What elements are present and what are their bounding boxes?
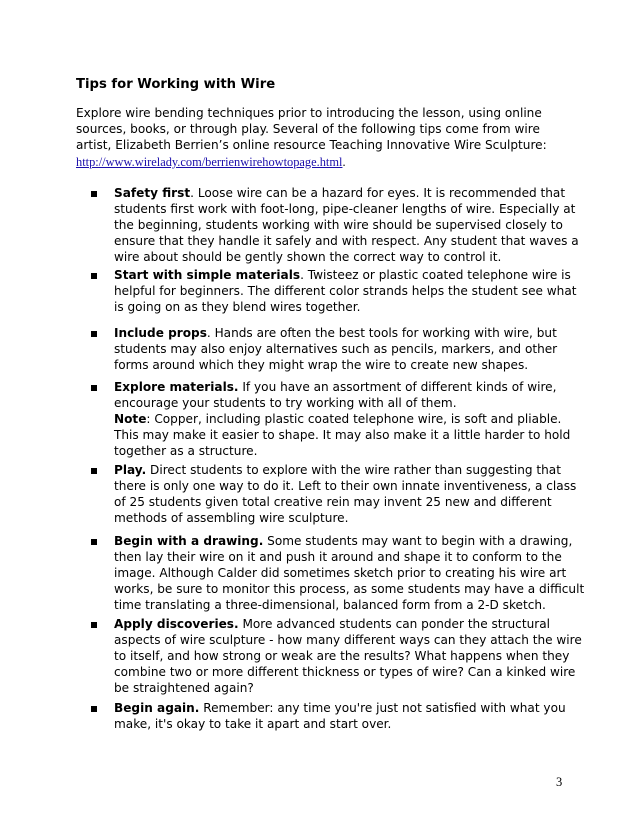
tip-heading: Apply discoveries. — [114, 617, 239, 631]
page-title: Tips for Working with Wire — [76, 77, 276, 92]
tip-line: Begin with a drawing. Some students may want to begin with a drawing, — [114, 534, 573, 548]
tip-heading: Include props — [114, 326, 207, 340]
tip-heading: Play. — [114, 463, 147, 477]
page-number: 3 — [556, 775, 563, 789]
tip-text — [114, 701, 574, 733]
tip-text — [114, 268, 577, 316]
tip-line: Apply discoveries. More advanced students can ponder the structural — [114, 617, 550, 631]
tip-line: ensure that they handle it safely and with respect. Any student that waves a — [114, 233, 579, 248]
square-bullet-icon — [91, 622, 97, 628]
tip-line: time translating a three-dimensional, balanced form from a 2-D sketch. — [114, 597, 546, 612]
tip-text — [114, 326, 574, 374]
intro-line: artist, Elizabeth Berrien’s online resource Teaching Innovative Wire Sculpture: — [76, 138, 547, 153]
tip-line: Safety first. Loose wire can be a hazard for eyes. It is recommended that — [114, 186, 566, 200]
tip-line: Play. Direct students to explore with the wire rather than suggesting that — [114, 463, 561, 477]
tip-line: works, be sure to monitor this process, as some students may have a difficult — [114, 581, 585, 596]
tip-line: aspects of wire sculpture - how many different ways can they attach the wire — [114, 632, 582, 647]
tip-line: encourage your students to try working with all of them. — [114, 395, 457, 410]
intro-line: sources, books, or through play. Several of the following tips come from wire — [76, 122, 540, 137]
tip-note-line: Note: Copper, including plastic coated telephone wire, is soft and pliable. — [114, 411, 562, 426]
tip-line: then lay their wire on it and push it around and shape it to conform to the — [114, 549, 562, 564]
tip-heading: Begin with a drawing. — [114, 534, 264, 548]
tip-line: Start with simple materials. Twisteez or plastic coated telephone wire is — [114, 268, 571, 282]
tip-line: be straightened again? — [114, 680, 254, 695]
intro-line: Explore wire bending techniques prior to introducing the lesson, using online — [76, 106, 542, 120]
tip-heading: Explore materials. — [114, 380, 239, 394]
tip-line: Begin again. Remember: any time you're just not satisfied with what you — [114, 701, 566, 715]
tip-line: This may make it easier to shape. It may also make it a little harder to hold — [114, 427, 571, 442]
tip-heading: Start with simple materials — [114, 268, 301, 282]
square-bullet-icon — [91, 706, 97, 712]
tip-line: methods of assembling wire sculpture. — [114, 510, 349, 525]
tip-line: forms around which they might wrap the wire to create new shapes. — [114, 357, 529, 372]
square-bullet-icon — [91, 539, 97, 545]
tip-line: Explore materials. If you have an assortment of different kinds of wire, — [114, 380, 557, 394]
tip-line: to itself, and how strong or weak are the results? What happens when they — [114, 648, 570, 663]
square-bullet-icon — [91, 273, 97, 279]
wirelady-link[interactable]: http://www.wirelady.com/berrienwirehowtopage.html — [76, 154, 343, 169]
tip-text — [114, 380, 574, 460]
square-bullet-icon — [91, 191, 97, 197]
tip-line: combine two or more different thickness or types of wire? Can a kinked wire — [114, 664, 576, 679]
tip-line: is going on as they blend wires together. — [114, 299, 361, 314]
tip-line: together as a structure. — [114, 443, 258, 458]
tip-line: image. Although Calder did sometimes sketch prior to creating his wire art — [114, 565, 567, 580]
tip-line: students first work with foot-long, pipe-cleaner lengths of wire. Especially at — [114, 201, 576, 216]
tip-heading: Begin again. — [114, 701, 200, 715]
tip-line: make, it's okay to take it apart and start over. — [114, 716, 392, 731]
square-bullet-icon — [91, 385, 97, 391]
link-suffix: . — [342, 154, 346, 169]
tip-line: of 25 students given total creative rein may invent 25 new and different — [114, 494, 552, 509]
tip-line: Include props. Hands are often the best tools for working with wire, but — [114, 326, 557, 340]
square-bullet-icon — [91, 331, 97, 337]
tip-line: students may also enjoy alternatives such as pencils, markers, and other — [114, 341, 558, 356]
tip-line: there is only one way to do it. Left to their own innate inventiveness, a class — [114, 478, 577, 493]
tip-line: the beginning, students working with wire should be supervised closely to — [114, 217, 563, 232]
tip-text — [114, 463, 577, 527]
tip-line: wire about should be gently shown the correct way to control it. — [114, 249, 502, 264]
tip-line: helpful for beginners. The different color strands helps the student see what — [114, 283, 577, 298]
note-label: Note — [114, 411, 147, 426]
square-bullet-icon — [91, 468, 97, 474]
tip-text — [114, 186, 579, 266]
tip-text — [114, 617, 582, 697]
tip-text — [114, 534, 585, 614]
tip-heading: Safety first — [114, 186, 191, 200]
